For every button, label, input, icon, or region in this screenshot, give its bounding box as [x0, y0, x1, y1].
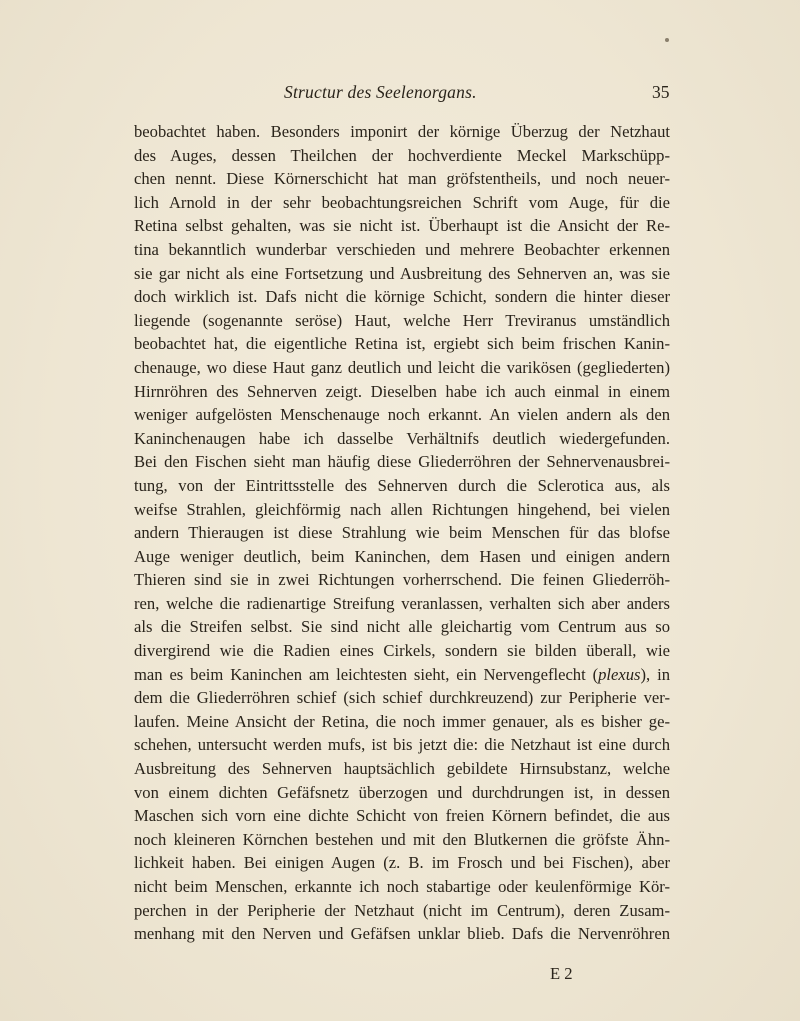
text-line: laufen. Meine Ansicht der Retina, die noch immer genauer, als es bisher ge-	[134, 711, 670, 731]
body-text	[134, 120, 670, 946]
text-line: tina bekanntlich wunderbar verschieden und mehrere Beobachter erkennen	[134, 239, 670, 259]
text-line: noch kleineren Körnchen bestehen und mit den Blutkernen die gröfste Ähn-	[134, 829, 670, 849]
text-line: chenauge, wo diese Haut ganz deutlich und leicht die varikösen (gegliederten)	[134, 357, 670, 377]
text-line: Thieren sind sie in zwei Richtungen vorherrschend. Die feinen Gliederröh-	[134, 570, 670, 590]
text-line: beobachtet hat, die eigentliche Retina ist, ergiebt sich beim frischen Kanin-	[134, 334, 670, 354]
text-line: Ausbreitung des Sehnerven hauptsächlich gebildete Hirnsubstanz, welche	[134, 759, 670, 779]
text-line: schehen, untersucht werden mufs, ist bis jetzt die: die Netzhaut ist eine durch	[134, 735, 670, 755]
text-line: man es beim Kaninchen am leichtesten sieht, ein Nervengeflecht (plexus), in	[134, 664, 670, 684]
text-line: Bei den Fischen sieht man häufig diese Gliederröhren der Sehnervenausbrei-	[134, 452, 670, 472]
running-head	[0, 82, 800, 110]
signature-mark: E 2	[550, 964, 573, 983]
text-line: von einem dichten Gefäfsnetz überzogen und durchdrungen ist, in dessen	[134, 782, 670, 802]
text-line: nicht beim Menschen, erkannte ich noch stabartige oder keulenförmige Kör-	[134, 877, 670, 896]
text-line: tung, von der Eintrittsstelle des Sehnerven durch die Sclerotica aus, als	[134, 475, 670, 495]
text-line: doch wirklich ist. Dafs nicht die körnige Schicht, sondern die hinter dieser	[134, 287, 670, 307]
text-line: sie gar nicht als eine Fortsetzung und Ausbreitung des Sehnerven an, was sie	[134, 263, 670, 283]
text-line: Kaninchenaugen habe ich dasselbe Verhältnifs deutlich wiedergefunden.	[134, 428, 670, 448]
text-line: des Auges, dessen Theilchen der hochverdiente Meckel Markschüpp-	[134, 145, 670, 165]
text-line: perchen in der Peripherie der Netzhaut (nicht im Centrum), deren Zusam-	[134, 900, 670, 920]
text-line: weniger aufgelösten Menschenauge noch erkannt. An vielen andern als den	[134, 405, 670, 425]
text-line: Hirnröhren des Sehnerven zeigt. Dieselben habe ich auch einmal in einem	[134, 381, 670, 401]
text-line: beobachtet haben. Besonders imponirt der körnige Überzug der Netzhaut	[134, 122, 670, 141]
text-line: Maschen sich vorn eine dichte Schicht von freien Körnern befindet, die aus	[134, 806, 670, 826]
text-line: divergirend wie die Radien eines Cirkels, sondern sie bilden überall, wie	[134, 641, 670, 661]
text-line: chen nennt. Diese Körnerschicht hat man gröfstentheils, und noch neuer-	[134, 169, 670, 189]
text-line: lich Arnold in der sehr beobachtungsreichen Schrift vom Auge, für die	[134, 192, 670, 212]
text-line: liegende (sogenannte seröse) Haut, welche Herr Treviranus umständlich	[134, 310, 670, 330]
page-number: 35	[652, 82, 670, 102]
text-line: dem die Gliederröhren schief (sich schief durchkreuzend) zur Peripherie ver-	[134, 688, 670, 708]
text-line: andern Thieraugen ist diese Strahlung wie beim Menschen für das blofse	[134, 523, 670, 543]
text-line: weifse Strahlen, gleichförmig nach allen Richtungen hingehend, bei vielen	[134, 499, 670, 519]
text-line: ren, welche die radienartige Streifung veranlassen, verhalten sich aber anders	[134, 593, 670, 613]
running-head-title: Structur des Seelenorgans.	[284, 82, 477, 102]
text-line: menhang mit den Nerven und Gefäfsen unklar blieb. Dafs die Nervenröhren	[134, 924, 670, 944]
italic-term: plexus	[598, 664, 641, 684]
text-line: als die Streifen selbst. Sie sind nicht alle gleichartig vom Centrum aus so	[134, 617, 670, 637]
text-line: Retina selbst gehalten, was sie nicht ist. Überhaupt ist die Ansicht der Re-	[134, 216, 670, 236]
text-line: Auge weniger deutlich, beim Kaninchen, dem Hasen und einigen andern	[134, 546, 670, 566]
paper-speck	[665, 38, 669, 42]
text-line: lichkeit haben. Bei einigen Augen (z. B. im Frosch und bei Fischen), aber	[134, 853, 670, 873]
